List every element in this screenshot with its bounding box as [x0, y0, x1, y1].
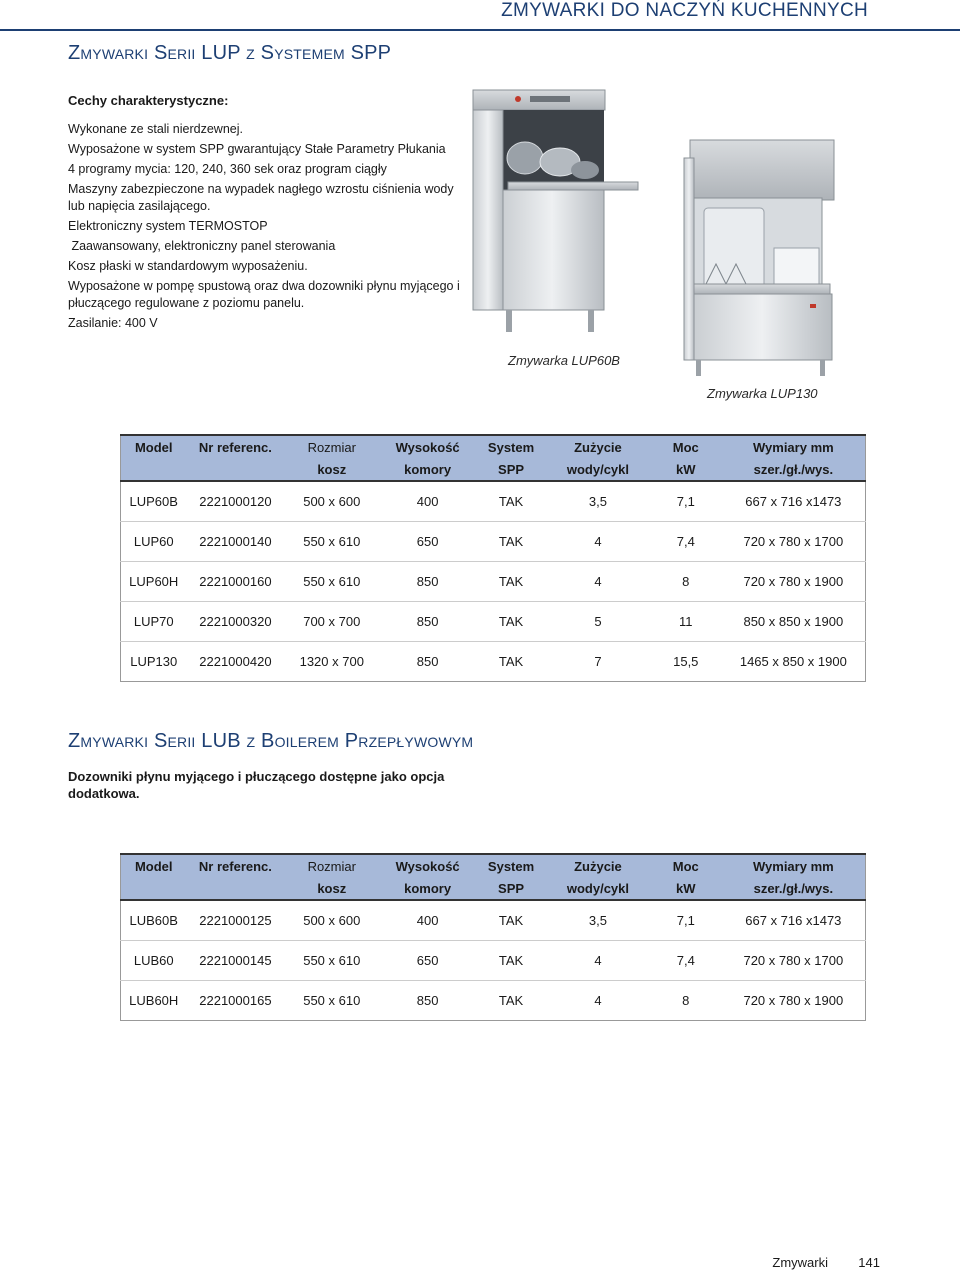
cell-model: LUP130	[121, 642, 187, 682]
cell-power: 15,5	[650, 642, 722, 682]
cell-dimensions: 667 x 716 x1473	[722, 481, 866, 522]
lup-spec-table	[120, 434, 866, 682]
cell-power: 8	[650, 981, 722, 1021]
cell-dimensions: 720 x 780 x 1900	[722, 562, 866, 602]
col-water-sub: wody/cykl	[546, 458, 650, 481]
caption-lup60b: Zmywarka LUP60B	[508, 353, 620, 368]
cell-power: 7,4	[650, 941, 722, 981]
table-row	[121, 602, 866, 642]
cell-power: 7,4	[650, 522, 722, 562]
cell-system: TAK	[476, 602, 546, 642]
cell-dimensions: 667 x 716 x1473	[722, 900, 866, 941]
col-model: Model	[121, 435, 187, 458]
col-water: Zużycie	[546, 435, 650, 458]
dishwasher-lup130-image	[682, 138, 842, 378]
cell-height: 400	[379, 900, 476, 941]
feature-item: Kosz płaski w standardowym wyposażeniu.	[68, 259, 308, 273]
feature-item: Zaawansowany, elektroniczny panel sterowania	[68, 239, 336, 253]
cell-system: TAK	[476, 522, 546, 562]
cell-system: TAK	[476, 941, 546, 981]
cell-ref: 2221000145	[186, 941, 284, 981]
cell-size: 700 x 700	[284, 602, 379, 642]
cell-height: 850	[379, 562, 476, 602]
col-power: Moc	[650, 435, 722, 458]
col-water-sub: wody/cykl	[546, 877, 650, 900]
cell-water: 7	[546, 642, 650, 682]
table-row	[121, 642, 866, 682]
col-dimensions-sub: szer./gł./wys.	[722, 877, 866, 900]
cell-water: 4	[546, 522, 650, 562]
col-height: Wysokość	[379, 854, 476, 877]
cell-size: 1320 x 700	[284, 642, 379, 682]
col-power-sub: kW	[650, 458, 722, 481]
col-size: Rozmiar	[284, 854, 379, 877]
cell-system: TAK	[476, 481, 546, 522]
table-row	[121, 562, 866, 602]
cell-water: 3,5	[546, 900, 650, 941]
cell-ref: 2221000165	[186, 981, 284, 1021]
col-power: Moc	[650, 854, 722, 877]
cell-height: 650	[379, 941, 476, 981]
section-lub-title: Zmywarki Serii LUB z Boilerem Przepływowym	[68, 730, 474, 752]
col-height-sub: komory	[379, 458, 476, 481]
col-height-sub: komory	[379, 877, 476, 900]
cell-power: 11	[650, 602, 722, 642]
cell-size: 550 x 610	[284, 941, 379, 981]
col-size-sub: kosz	[284, 458, 379, 481]
cell-ref: 2221000120	[186, 481, 284, 522]
cell-system: TAK	[476, 562, 546, 602]
features-list	[68, 92, 468, 335]
cell-system: TAK	[476, 981, 546, 1021]
feature-item: Maszyny zabezpieczone na wypadek nagłego wzrostu ciśnienia wody lub napięcia zasilającego.	[68, 182, 454, 213]
col-model: Model	[121, 854, 187, 877]
cell-ref: 2221000160	[186, 562, 284, 602]
cell-ref: 2221000140	[186, 522, 284, 562]
table-row	[121, 522, 866, 562]
cell-ref: 2221000125	[186, 900, 284, 941]
cell-size: 550 x 610	[284, 522, 379, 562]
feature-item: Zasilanie: 400 V	[68, 316, 158, 330]
col-dimensions: Wymiary mm	[722, 854, 866, 877]
table-row	[121, 981, 866, 1021]
cell-height: 850	[379, 981, 476, 1021]
table-row	[121, 481, 866, 522]
cell-model: LUB60	[121, 941, 187, 981]
col-system: System	[476, 435, 546, 458]
col-ref: Nr referenc.	[186, 854, 284, 877]
cell-height: 850	[379, 642, 476, 682]
cell-height: 650	[379, 522, 476, 562]
col-size-sub: kosz	[284, 877, 379, 900]
cell-dimensions: 720 x 780 x 1900	[722, 981, 866, 1021]
feature-item: Wyposażone w pompę spustową oraz dwa dozowniki płynu myjącego i płuczącego regulowane z poziomu panelu.	[68, 279, 460, 310]
cell-model: LUP60H	[121, 562, 187, 602]
page-number: 141	[858, 1255, 880, 1270]
cell-model: LUB60H	[121, 981, 187, 1021]
cell-power: 7,1	[650, 481, 722, 522]
cell-water: 4	[546, 941, 650, 981]
col-height: Wysokość	[379, 435, 476, 458]
feature-item: Wyposażone w system SPP gwarantujący Stałe Parametry Płukania	[68, 142, 446, 156]
col-ref-sub	[186, 877, 284, 900]
cell-dimensions: 850 x 850 x 1900	[722, 602, 866, 642]
caption-lup130: Zmywarka LUP130	[707, 386, 818, 401]
header-divider	[0, 29, 960, 31]
cell-size: 500 x 600	[284, 900, 379, 941]
cell-dimensions: 1465 x 850 x 1900	[722, 642, 866, 682]
col-dimensions-sub: szer./gł./wys.	[722, 458, 866, 481]
col-system: System	[476, 854, 546, 877]
col-system-sub: SPP	[476, 458, 546, 481]
cell-system: TAK	[476, 642, 546, 682]
cell-model: LUP70	[121, 602, 187, 642]
feature-item: Elektroniczny system TERMOSTOP	[68, 219, 268, 233]
cell-model: LUP60B	[121, 481, 187, 522]
col-model-sub	[121, 877, 187, 900]
col-model-sub	[121, 458, 187, 481]
col-ref: Nr referenc.	[186, 435, 284, 458]
cell-dimensions: 720 x 780 x 1700	[722, 941, 866, 981]
cell-dimensions: 720 x 780 x 1700	[722, 522, 866, 562]
col-water: Zużycie	[546, 854, 650, 877]
feature-item: 4 programy mycia: 120, 240, 360 sek oraz program ciągły	[68, 162, 387, 176]
page-header-title: ZMYWARKI DO NACZYŃ KUCHENNYCH	[501, 0, 868, 21]
features-label: Cechy charakterystyczne:	[68, 93, 229, 108]
cell-height: 850	[379, 602, 476, 642]
col-size: Rozmiar	[284, 435, 379, 458]
col-ref-sub	[186, 458, 284, 481]
cell-ref: 2221000420	[186, 642, 284, 682]
cell-water: 4	[546, 981, 650, 1021]
cell-water: 3,5	[546, 481, 650, 522]
table-row	[121, 900, 866, 941]
cell-water: 5	[546, 602, 650, 642]
cell-size: 500 x 600	[284, 481, 379, 522]
section-lub-note: Dozowniki płynu myjącego i płuczącego dostępne jako opcja dodatkowa.	[68, 769, 445, 801]
dishwasher-lup60b-image	[470, 88, 645, 350]
feature-item: Wykonane ze stali nierdzewnej.	[68, 122, 243, 136]
cell-ref: 2221000320	[186, 602, 284, 642]
cell-power: 7,1	[650, 900, 722, 941]
cell-system: TAK	[476, 900, 546, 941]
col-system-sub: SPP	[476, 877, 546, 900]
cell-height: 400	[379, 481, 476, 522]
cell-model: LUB60B	[121, 900, 187, 941]
cell-model: LUP60	[121, 522, 187, 562]
footer-section-name: Zmywarki	[772, 1255, 828, 1270]
section-lup-title: Zmywarki Serii LUP z Systemem SPP	[68, 42, 392, 64]
cell-size: 550 x 610	[284, 981, 379, 1021]
col-dimensions: Wymiary mm	[722, 435, 866, 458]
lub-spec-table	[120, 853, 866, 1021]
cell-size: 550 x 610	[284, 562, 379, 602]
cell-water: 4	[546, 562, 650, 602]
col-power-sub: kW	[650, 877, 722, 900]
table-row	[121, 941, 866, 981]
cell-power: 8	[650, 562, 722, 602]
